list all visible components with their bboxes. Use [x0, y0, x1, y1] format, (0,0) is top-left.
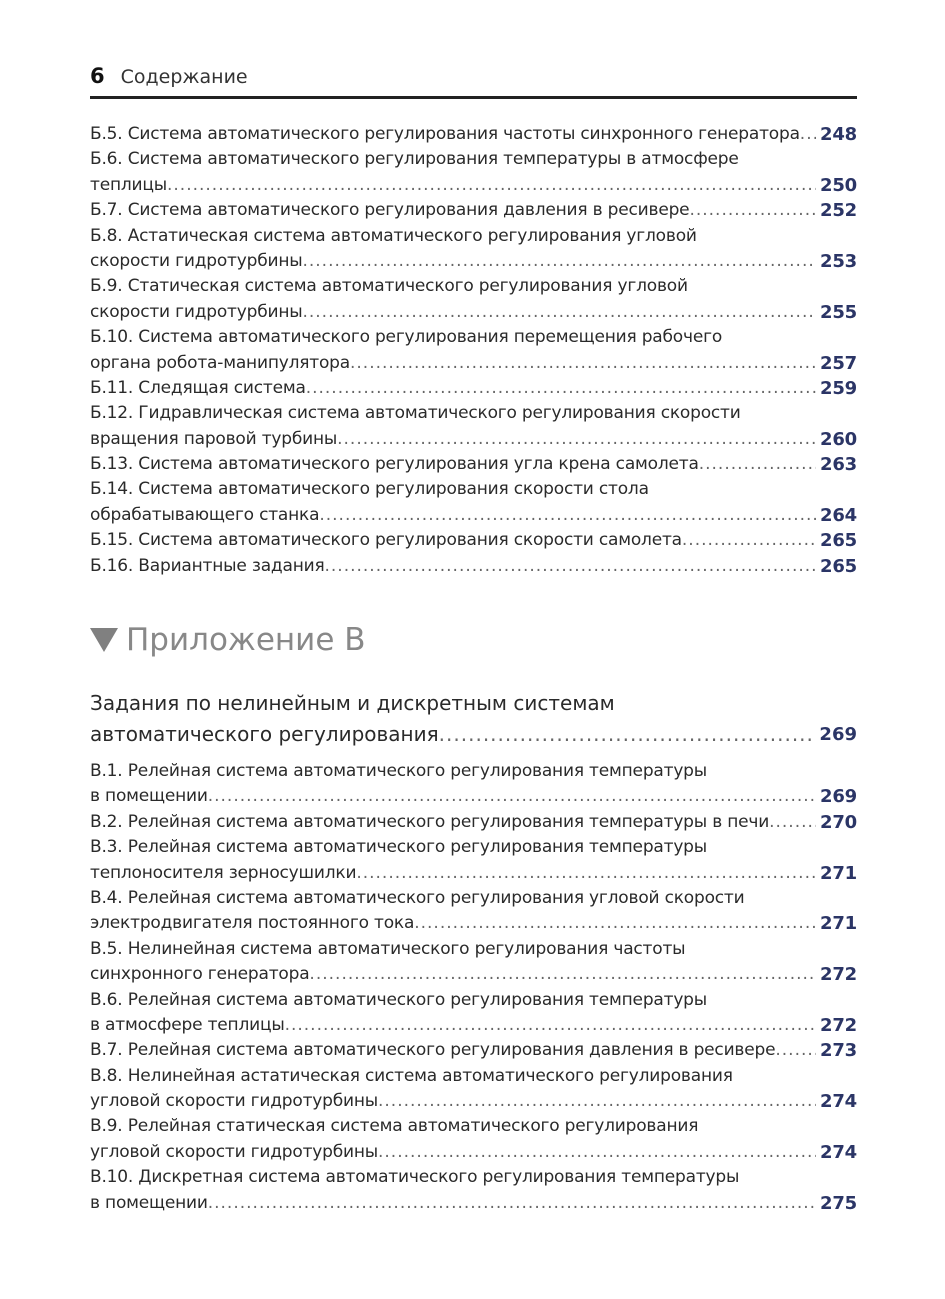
toc-entry-text: Б.13. Система автоматического регулирования угла крена самолета	[90, 454, 699, 475]
toc-entry-text: Б.5. Система автоматического регулирования частоты синхронного генератора	[90, 124, 800, 144]
toc-entry-line[interactable]	[90, 274, 857, 299]
toc-entry-line[interactable]	[90, 503, 857, 528]
toc-entry-text: В.10. Дискретная система автоматического регулирования температуры	[90, 1167, 740, 1188]
toc-page-number[interactable]: 264	[820, 504, 857, 526]
dot-leader	[337, 427, 816, 452]
toc-entry-text: Б.8. Астатическая система автоматического регулирования угловой	[90, 225, 697, 246]
dot-leader	[319, 503, 816, 528]
toc-page-number[interactable]: 250	[820, 174, 857, 196]
toc-page-number[interactable]: 272	[820, 964, 857, 986]
toc-entry-text: В.6. Релейная система автоматического регулирования температуры	[90, 989, 707, 1010]
toc-entry-text: В.3. Релейная система автоматического регулирования температуры	[90, 837, 707, 858]
toc-entry-text: вращения паровой турбины	[90, 428, 338, 449]
toc-page-number[interactable]: 274	[820, 1141, 857, 1163]
toc-list-b	[90, 122, 857, 579]
toc-entry-text: Б.11. Следящая система	[90, 377, 306, 398]
dot-leader	[324, 554, 816, 579]
toc-entry-text: В.5. Нелинейная система автоматического регулирования частоты	[90, 938, 686, 959]
toc-entry-text: обрабатывающего станка	[90, 504, 320, 525]
dot-leader	[378, 1089, 816, 1114]
toc-entry-line[interactable]	[90, 1114, 857, 1139]
toc-entry-text: Б.12. Гидравлическая система автоматического регулирования скорости	[90, 403, 741, 424]
dot-leader	[306, 376, 816, 401]
toc-entry-line[interactable]	[90, 1140, 857, 1165]
toc-page-number[interactable]: 271	[820, 913, 857, 935]
dot-leader	[309, 962, 816, 987]
toc-entry-text: Б.9. Статическая система автоматического регулирования угловой	[90, 276, 688, 297]
dot-leader	[682, 528, 816, 553]
dot-leader	[356, 861, 816, 886]
toc-entry-text: теплицы	[90, 174, 167, 195]
toc-entry-text: угловой скорости гидротурбины	[90, 1091, 378, 1112]
toc-page-number[interactable]: 269	[819, 724, 857, 745]
dot-leader	[800, 122, 816, 147]
toc-page-number[interactable]: 248	[820, 124, 857, 145]
toc-page-number[interactable]: 253	[820, 250, 857, 272]
toc-entry-text: автоматического регулирования	[90, 722, 439, 746]
toc-entry-line[interactable]	[90, 1064, 857, 1089]
dot-leader	[689, 198, 816, 223]
dot-leader	[167, 173, 816, 198]
toc-entry-text: скорости гидротурбины	[90, 301, 303, 322]
toc-entry-line[interactable]	[90, 861, 857, 886]
toc-entry-line[interactable]	[90, 911, 857, 936]
toc-page-number[interactable]: 273	[820, 1040, 857, 1062]
dot-leader	[439, 719, 816, 750]
toc-entry-text: в атмосфере теплицы	[90, 1014, 285, 1035]
toc-entry-text: теплоносителя зерносушилки	[90, 862, 357, 883]
toc-entry-text: В.7. Релейная система автоматического регулирования давления в ресивере	[90, 1040, 776, 1061]
toc-entry-line[interactable]	[90, 427, 857, 452]
toc-page-number[interactable]: 272	[820, 1014, 857, 1036]
toc-entry-line[interactable]	[90, 554, 857, 579]
toc-entry-text: в помещении	[90, 1192, 208, 1213]
toc-entry-line[interactable]	[90, 1191, 857, 1216]
toc-page-number[interactable]: 252	[820, 200, 857, 222]
toc-entry-line[interactable]	[90, 249, 857, 274]
dot-leader	[302, 249, 816, 274]
toc-entry-text: В.2. Релейная система автоматического регулирования температуры в печи	[90, 811, 770, 832]
toc-entry-line[interactable]	[90, 886, 857, 911]
toc-entry-line[interactable]	[90, 147, 857, 172]
toc-entry-line[interactable]	[90, 784, 857, 809]
toc-entry-line[interactable]	[90, 1013, 857, 1038]
toc-entry-line[interactable]	[90, 198, 857, 223]
dot-leader	[208, 1191, 816, 1216]
toc-page-number[interactable]: 257	[820, 352, 857, 374]
toc-entry-line[interactable]	[90, 835, 857, 860]
toc-entry-line[interactable]	[90, 325, 857, 350]
toc-entry-text: В.8. Нелинейная астатическая система автоматического регулирования	[90, 1065, 733, 1086]
toc-entry-text: В.1. Релейная система автоматического регулирования температуры	[90, 761, 707, 781]
toc-entry-text: Задания по нелинейным и дискретным системам	[90, 691, 615, 715]
toc-entry-text: В.9. Релейная статическая система автоматического регулирования	[90, 1116, 699, 1137]
toc-entry-line[interactable]	[90, 224, 857, 249]
triangle-marker-icon	[90, 628, 118, 652]
dot-leader	[350, 351, 816, 376]
toc-entry-line[interactable]	[90, 477, 857, 502]
toc-page-number[interactable]: 263	[820, 454, 857, 476]
toc-entry-line[interactable]	[90, 351, 857, 376]
toc-page-number[interactable]: 274	[820, 1091, 857, 1113]
toc-entry-line[interactable]	[90, 1089, 857, 1114]
toc-page-number[interactable]: 270	[820, 811, 857, 833]
toc-entry-text: электродвигателя постоянного тока	[90, 913, 415, 934]
toc-page-number[interactable]: 265	[820, 530, 857, 552]
toc-entry-line[interactable]	[90, 937, 857, 962]
dot-leader	[775, 1038, 816, 1063]
dot-leader	[208, 784, 816, 809]
toc-entry-line[interactable]	[90, 719, 857, 750]
toc-entry-text: Б.6. Система автоматического регулирования температуры в атмосфере	[90, 149, 739, 170]
page-number: 6	[90, 64, 105, 88]
section-title: Приложение В	[126, 622, 366, 658]
toc-entry-line[interactable]	[90, 688, 857, 719]
toc-entry-text: Б.7. Система автоматического регулирования давления в ресивере	[90, 200, 690, 221]
toc-entry-line[interactable]	[90, 759, 857, 784]
toc-page-number[interactable]: 255	[820, 301, 857, 323]
toc-entry-text: в помещении	[90, 786, 208, 807]
toc-page-number[interactable]: 269	[820, 786, 857, 808]
toc-list-v	[90, 759, 857, 1216]
toc-entry-text: В.4. Релейная система автоматического регулирования угловой скорости	[90, 887, 745, 908]
toc-entry-text: синхронного генератора	[90, 964, 310, 985]
dot-leader	[699, 452, 816, 477]
toc-page-number[interactable]: 265	[820, 555, 857, 577]
toc-entry-line[interactable]	[90, 1165, 857, 1190]
toc-page-number[interactable]: 260	[820, 428, 857, 450]
toc-entry-line[interactable]	[90, 528, 857, 553]
dot-leader	[769, 810, 816, 835]
toc-entry-text: органа робота-манипулятора	[90, 352, 350, 373]
header-title: Содержание	[120, 66, 248, 88]
toc-entry-line[interactable]	[90, 173, 857, 198]
dot-leader	[285, 1013, 816, 1038]
toc-entry-line[interactable]	[90, 300, 857, 325]
toc-entry-line[interactable]	[90, 376, 857, 401]
toc-entry-line[interactable]	[90, 988, 857, 1013]
toc-entry-line[interactable]	[90, 122, 857, 147]
section-heading	[90, 622, 366, 658]
toc-entry-text: Б.10. Система автоматического регулирования перемещения рабочего	[90, 327, 723, 348]
toc-entry-text: Б.14. Система автоматического регулирования скорости стола	[90, 479, 649, 500]
toc-entry-line[interactable]	[90, 962, 857, 987]
toc-entry-line[interactable]	[90, 1038, 857, 1063]
toc-entry-line[interactable]	[90, 452, 857, 477]
running-header	[90, 64, 857, 99]
toc-entry-line[interactable]	[90, 810, 857, 835]
toc-page-number[interactable]: 271	[820, 862, 857, 884]
toc-entry-text: скорости гидротурбины	[90, 250, 303, 271]
dot-leader	[378, 1140, 816, 1165]
toc-page-number[interactable]: 275	[820, 1192, 857, 1214]
toc-entry-text: угловой скорости гидротурбины	[90, 1141, 378, 1162]
toc-entry-text: Б.16. Вариантные задания	[90, 555, 325, 576]
dot-leader	[414, 911, 816, 936]
toc-entry-line[interactable]	[90, 401, 857, 426]
toc-group-heading[interactable]	[90, 688, 857, 750]
toc-entry-text: Б.15. Система автоматического регулирования скорости самолета	[90, 530, 682, 551]
toc-page-number[interactable]: 259	[820, 377, 857, 399]
dot-leader	[302, 300, 816, 325]
